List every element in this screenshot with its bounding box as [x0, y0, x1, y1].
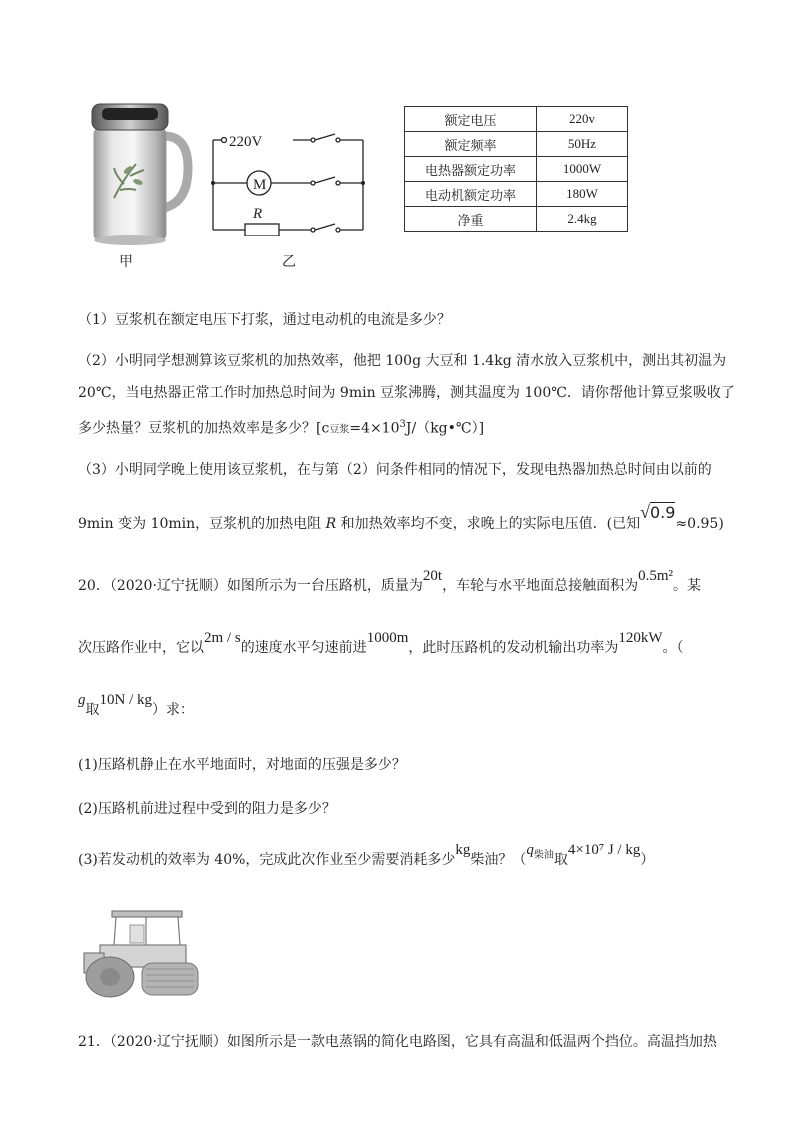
figure-label-yi: 乙	[282, 254, 296, 270]
q-subscript: 柴油	[533, 850, 554, 861]
table-row	[405, 132, 628, 157]
spec-key: 净重	[405, 207, 537, 232]
table-row	[405, 107, 628, 132]
q20-line3	[78, 692, 194, 720]
text-run: 和加热效率均不变，求晚上的实际电压值．(已知	[336, 516, 641, 532]
q19-part1: （1）豆浆机在额定电压下打浆，通过电动机的电流是多少？	[78, 312, 451, 328]
spec-value: 50Hz	[537, 132, 628, 157]
g-symbol: g	[78, 692, 86, 708]
text-run: J/（kg•℃）]	[405, 420, 485, 437]
distance-value: 1000m	[366, 630, 409, 646]
text-run: ）	[640, 852, 655, 868]
speed-value: 2m / s	[204, 630, 241, 646]
text-run: 。（	[662, 640, 684, 656]
spec-value: 220v	[537, 107, 628, 132]
power-value: 120kW	[618, 630, 663, 646]
circuit-voltage-label: 220V	[229, 134, 263, 150]
q19-part2-line2: 20℃，当电热器正常工作时加热总时间为 9min 豆浆沸腾，测其温度为 100℃．请你帮他计算豆浆吸收了	[78, 385, 735, 401]
sqrt-expression	[640, 502, 675, 522]
text-run: 。某	[673, 578, 701, 594]
q20-sub3	[78, 842, 655, 872]
text-run: 的速度水平匀速前进	[240, 640, 367, 656]
q20-sub2: (2)压路机前进过程中受到的阻力是多少？	[78, 801, 336, 817]
text-run: 多少热量？豆浆机的加热效率是多少？[c	[78, 420, 330, 437]
spec-key: 电热器额定功率	[405, 157, 537, 182]
superscript: 3	[399, 419, 406, 430]
q19-part3-line2	[78, 502, 724, 534]
subscript: 豆浆	[329, 424, 350, 436]
resistor-symbol: R	[253, 206, 263, 222]
mass-value: 20t	[422, 568, 443, 584]
text-run: ≈0.95)	[675, 516, 724, 532]
q19-part2-line3	[78, 415, 484, 441]
q-symbol: q	[526, 842, 534, 858]
text-run: 柴油？（	[470, 852, 527, 868]
motor-symbol: M	[253, 177, 267, 193]
table-row	[405, 207, 628, 232]
sqrt-sign: √	[640, 502, 650, 522]
spec-value: 1000W	[537, 157, 628, 182]
spec-key: 额定电压	[405, 107, 537, 132]
figure-label-jia: 甲	[119, 254, 133, 270]
circuit-diagram	[205, 126, 370, 236]
resistor-variable: R	[325, 516, 337, 532]
area-value: 0.5m²	[638, 568, 673, 584]
text-run: 取	[85, 702, 100, 718]
spec-value: 180W	[537, 182, 628, 207]
text-run: 9min 变为 10min，豆浆机的加热电阻	[78, 516, 326, 532]
sqrt-value: 0.9	[649, 503, 676, 522]
table-row	[405, 157, 628, 182]
spec-key: 电动机额定功率	[405, 182, 537, 207]
text-run: ，车轮与水平地面总接触面积为	[442, 578, 639, 594]
text-run: (3)若发动机的效率为 40%，完成此次作业至少需要消耗多少	[78, 852, 456, 868]
spec-table	[404, 106, 628, 232]
q-value: 4×10⁷ J / kg	[567, 842, 641, 858]
table-row	[405, 182, 628, 207]
q19-part2-line1: （2）小明同学想测算该豆浆机的加热效率，他把 100g 大豆和 1.4kg 清水放入豆浆机中，测出其初温为	[78, 353, 727, 369]
text-run: ，此时压路机的发动机输出功率为	[408, 640, 619, 656]
q21-line1: 21．（2020·辽宁抚顺）如图所示是一款电蒸锅的简化电路图，它具有高温和低温两个挡位。高温挡加热	[78, 1034, 717, 1050]
q19-part3-line1: （3）小明同学晚上使用该豆浆机，在与第（2）问条件相同的情况下，发现电热器加热总时间由以前的	[78, 462, 712, 478]
text-run: =4×10	[349, 420, 400, 437]
unit-kg: kg	[455, 842, 471, 858]
g-value: 10N / kg	[99, 692, 152, 708]
q20-sub1: (1)压路机静止在水平地面时，对地面的压强是多少？	[78, 757, 406, 773]
text-run: 取	[553, 852, 568, 868]
text-run: ）求：	[152, 702, 194, 718]
text-run: 次压路作业中，它以	[78, 640, 204, 656]
road-roller-image	[80, 905, 205, 1000]
q20-line2	[78, 630, 684, 658]
text-run: 20．（2020·辽宁抚顺）如图所示为一台压路机，质量为	[78, 578, 423, 594]
spec-key: 额定频率	[405, 132, 537, 157]
q20-line1	[78, 568, 701, 596]
spec-value: 2.4kg	[537, 207, 628, 232]
soymilk-maker-image	[84, 98, 194, 248]
